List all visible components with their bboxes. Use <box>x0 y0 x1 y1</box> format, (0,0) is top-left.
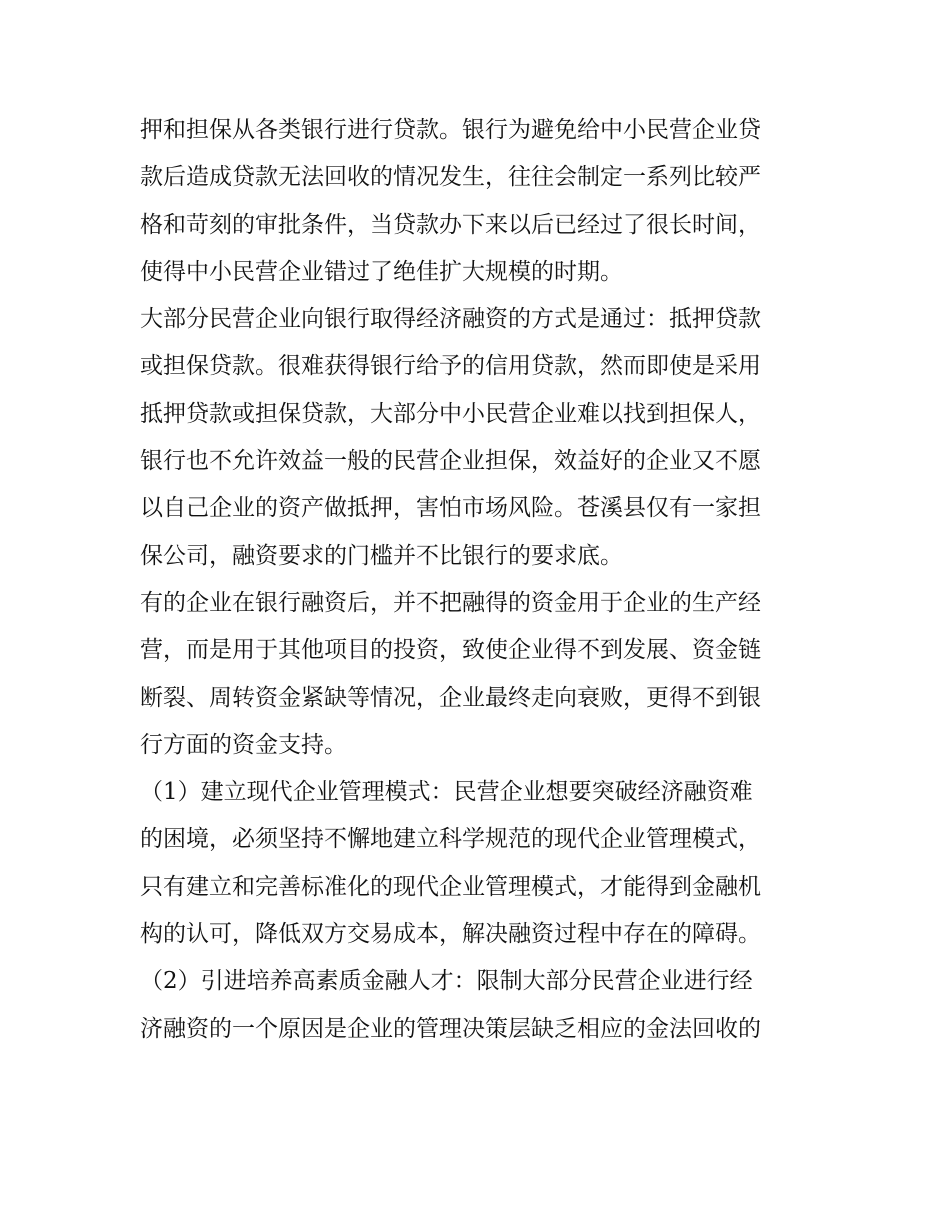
text-line: 构的认可，降低双方交易成本，解决融资过程中存在的障碍。 <box>140 921 761 948</box>
text-line: （1）建立现代企业管理模式：民营企业想要突破经济融资难 <box>140 779 753 806</box>
document-body <box>140 107 820 1053</box>
text-line: 押和担保从各类银行进行贷款。银行为避免给中小民营企业贷 <box>140 117 761 143</box>
text-line: 以自己企业的资产做抵押，害怕市场风险。苍溪县仅有一家担 <box>140 495 761 522</box>
text-line: 银行也不允许效益一般的民营企业担保，效益好的企业又不愿 <box>140 448 761 475</box>
text-line: 营，而是用于其他项目的投资，致使企业得不到发展、资金链 <box>140 637 761 664</box>
text-line: （2）引进培养高素质金融人才：限制大部分民营企业进行经 <box>140 968 753 995</box>
text-line: 有的企业在银行融资后，并不把融得的资金用于企业的生产经 <box>140 589 761 616</box>
text-line: 断裂、周转资金紧缺等情况，企业最终走向衰败，更得不到银 <box>140 684 761 711</box>
text-line: 的困境，必须坚持不懈地建立科学规范的现代企业管理模式， <box>140 826 761 853</box>
text-line: 保公司，融资要求的门槛并不比银行的要求底。 <box>140 542 623 569</box>
text-line: 或担保贷款。很难获得银行给予的信用贷款，然而即使是采用 <box>140 353 761 380</box>
text-line: 格和苛刻的审批条件，当贷款办下来以后已经过了很长时间， <box>140 211 761 238</box>
text-line: 只有建立和完善标准化的现代企业管理模式，才能得到金融机 <box>140 873 761 900</box>
text-line: 款后造成贷款无法回收的情况发生，往往会制定一系列比较严 <box>140 164 761 191</box>
text-line: 行方面的资金支持。 <box>140 731 347 758</box>
text-line: 济融资的一个原因是企业的管理决策层缺乏相应的金法回收的 <box>140 1015 761 1042</box>
text-line: 使得中小民营企业错过了绝佳扩大规模的时期。 <box>140 258 623 285</box>
text-line: 大部分民营企业向银行取得经济融资的方式是通过：抵押贷款 <box>140 306 761 333</box>
text-line: 抵押贷款或担保贷款，大部分中小民营企业难以找到担保人， <box>140 400 761 427</box>
